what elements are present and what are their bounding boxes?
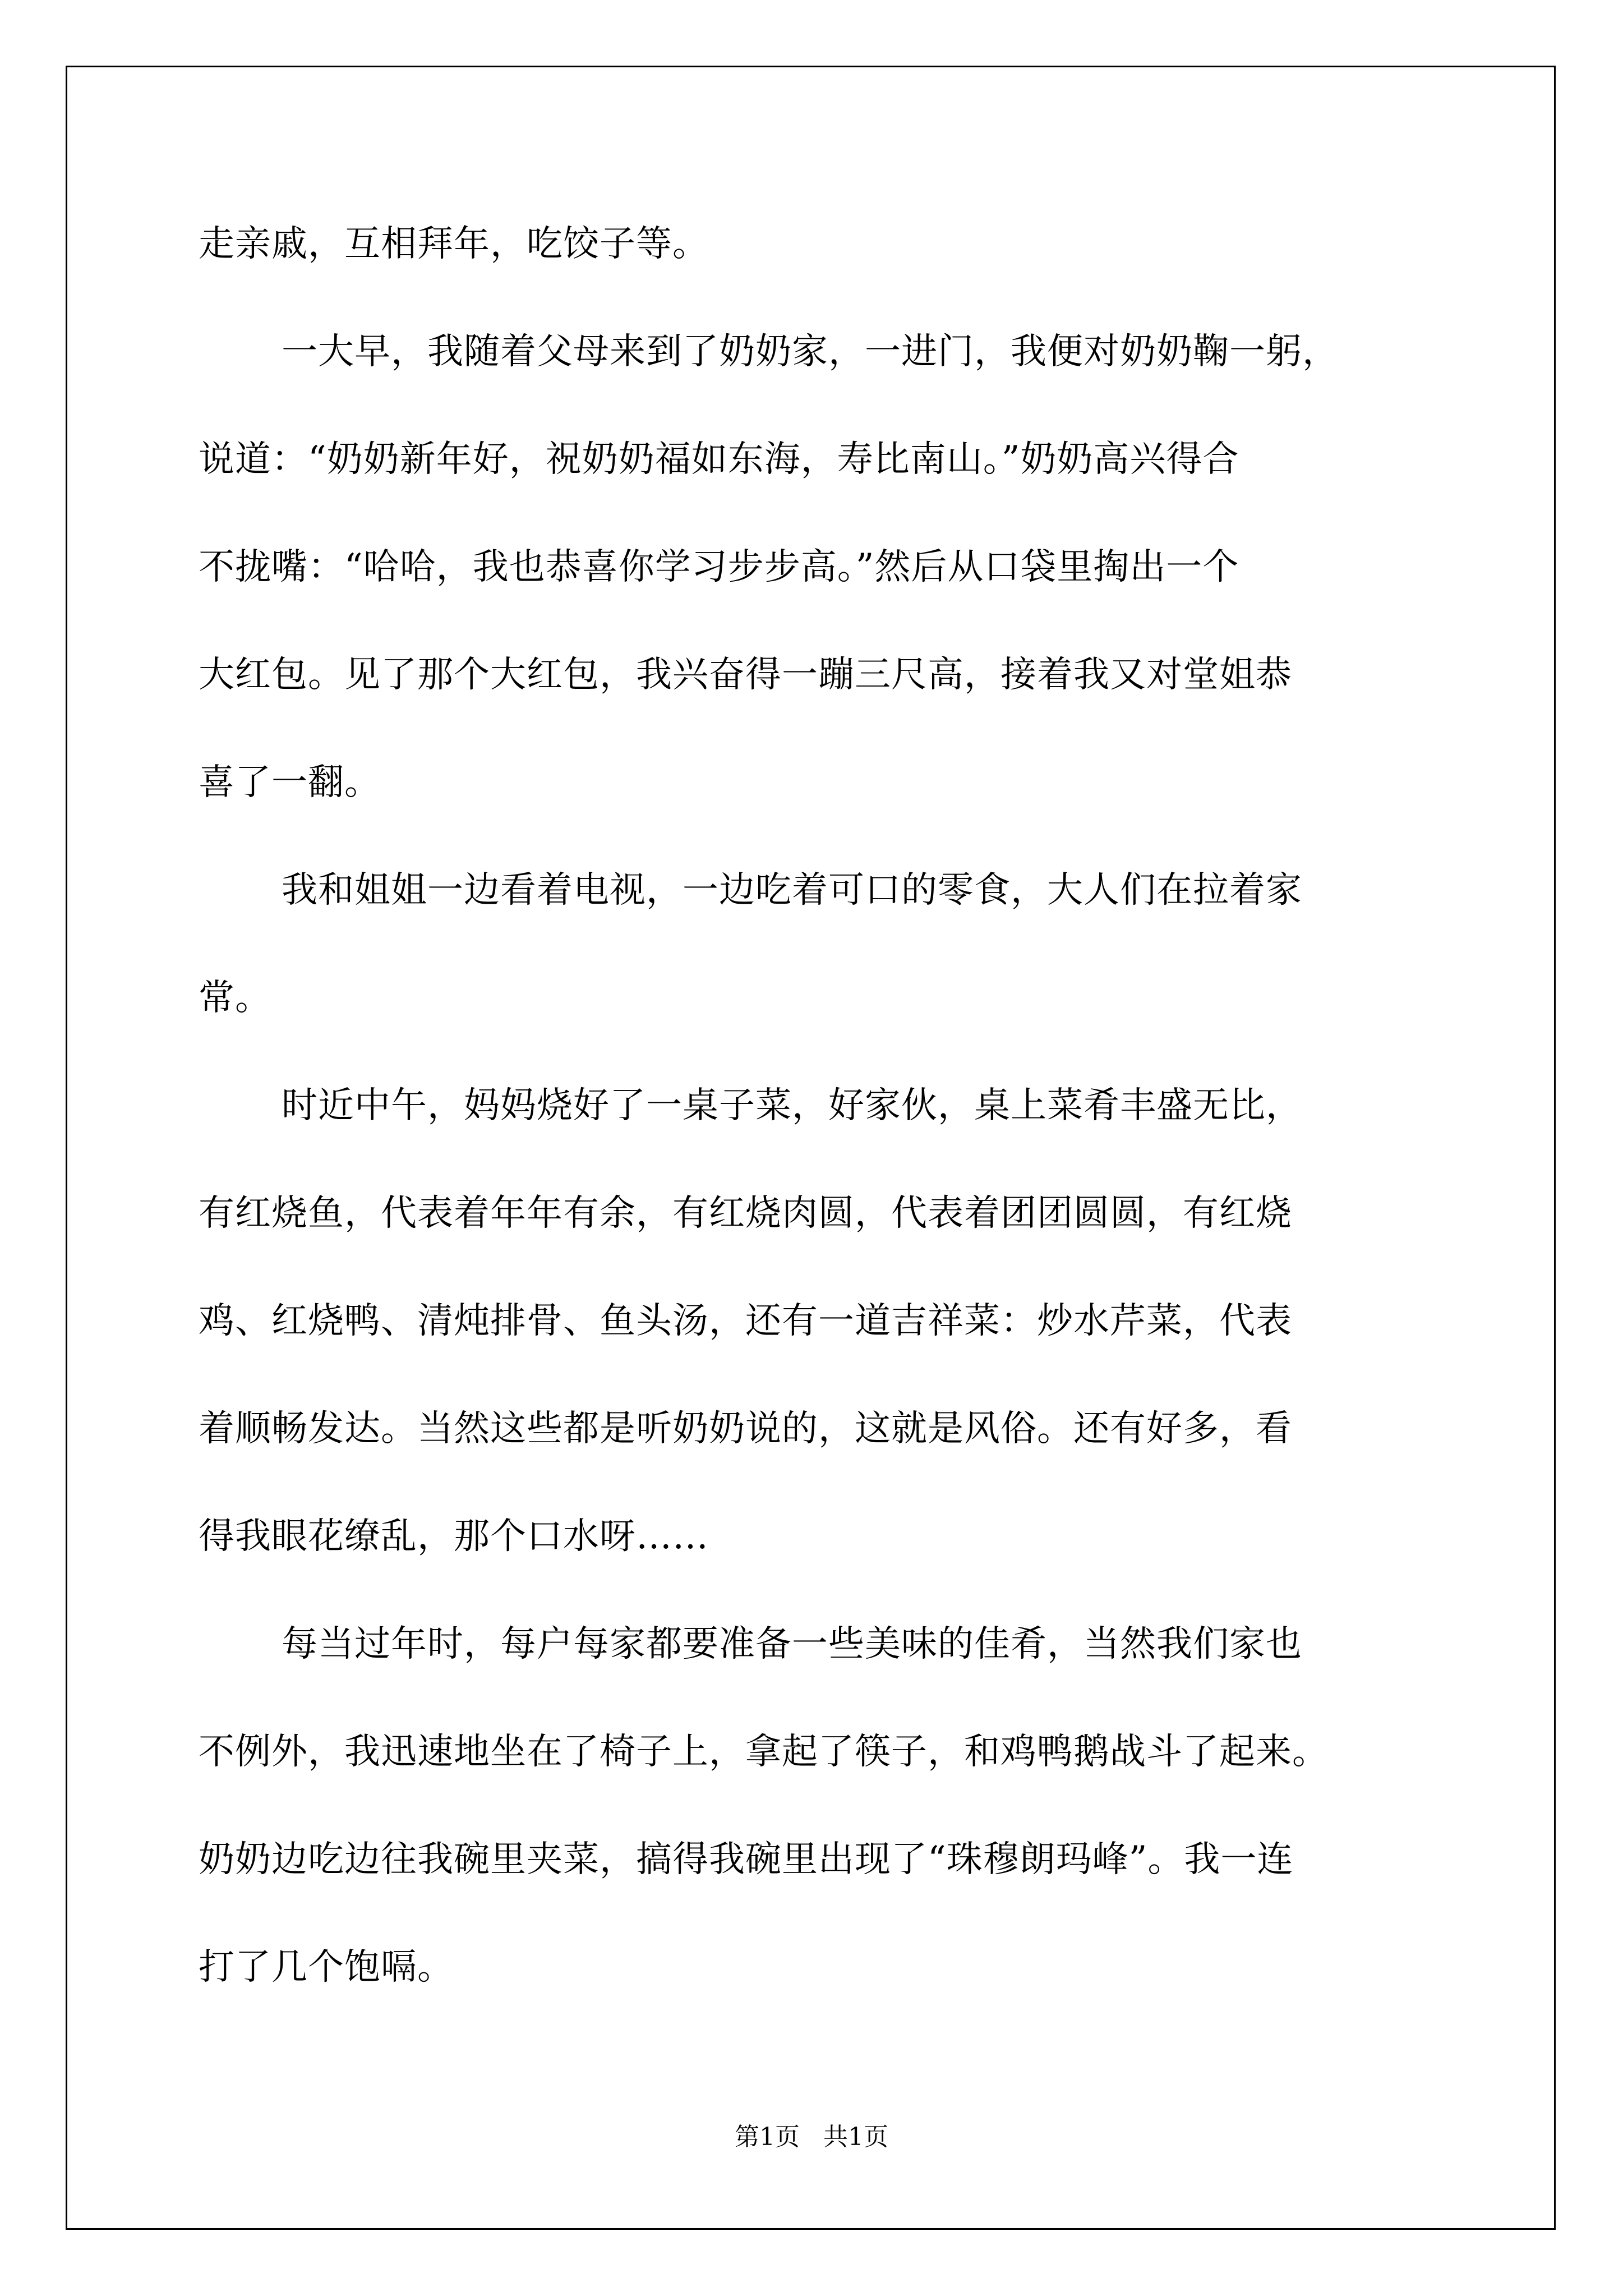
- text-line: 不拢嘴：“哈哈，我也恭喜你学习步步高。”然后从口袋里掏出一个: [199, 546, 1239, 588]
- text-line: 走亲戚，互相拜年，吃饺子等。: [199, 223, 709, 265]
- text-line: 不例外，我迅速地坐在了椅子上，拿起了筷子，和鸡鸭鹅战斗了起来。: [199, 1731, 1329, 1773]
- text-line: 着顺畅发达。当然这些都是听奶奶说的，这就是风俗。还有好多，看: [199, 1408, 1292, 1450]
- text-line: 得我眼花缭乱，那个口水呀……: [199, 1516, 709, 1557]
- document-body: [199, 222, 1421, 2053]
- paragraph-start-line: 每当过年时，每户每家都要准备一些美味的佳肴，当然我们家也: [282, 1623, 1302, 1665]
- text-line: 常。: [199, 977, 271, 1019]
- page-number-footer: 第1页 共1页: [735, 2123, 888, 2151]
- text-line: 鸡、红烧鸭、清炖排骨、鱼头汤，还有一道吉祥菜：炒水芹菜，代表: [199, 1300, 1292, 1342]
- text-line: 大红包。见了那个大红包，我兴奋得一蹦三尺高，接着我又对堂姐恭: [199, 654, 1292, 696]
- text-line: 喜了一翻。: [199, 762, 381, 803]
- text-line: 打了几个饱嗝。: [199, 1947, 454, 1988]
- text-line: 有红烧鱼，代表着年年有余，有红烧肉圆，代表着团团圆圆，有红烧: [199, 1193, 1292, 1234]
- paragraph-start-line: 我和姐姐一边看着电视，一边吃着可口的零食，大人们在拉着家: [282, 869, 1302, 911]
- paragraph-start-line: 一大早，我随着父母来到了奶奶家，一进门，我便对奶奶鞠一躬，: [282, 331, 1339, 372]
- paragraph-start-line: 时近中午，妈妈烧好了一桌子菜，好家伙，桌上菜肴丰盛无比，: [282, 1085, 1302, 1126]
- text-line: 奶奶边吃边往我碗里夹菜，搞得我碗里出现了“珠穆朗玛峰”。我一连: [199, 1839, 1294, 1880]
- text-line: 说道：“奶奶新年好，祝奶奶福如东海，寿比南山。”奶奶高兴得合: [199, 439, 1239, 480]
